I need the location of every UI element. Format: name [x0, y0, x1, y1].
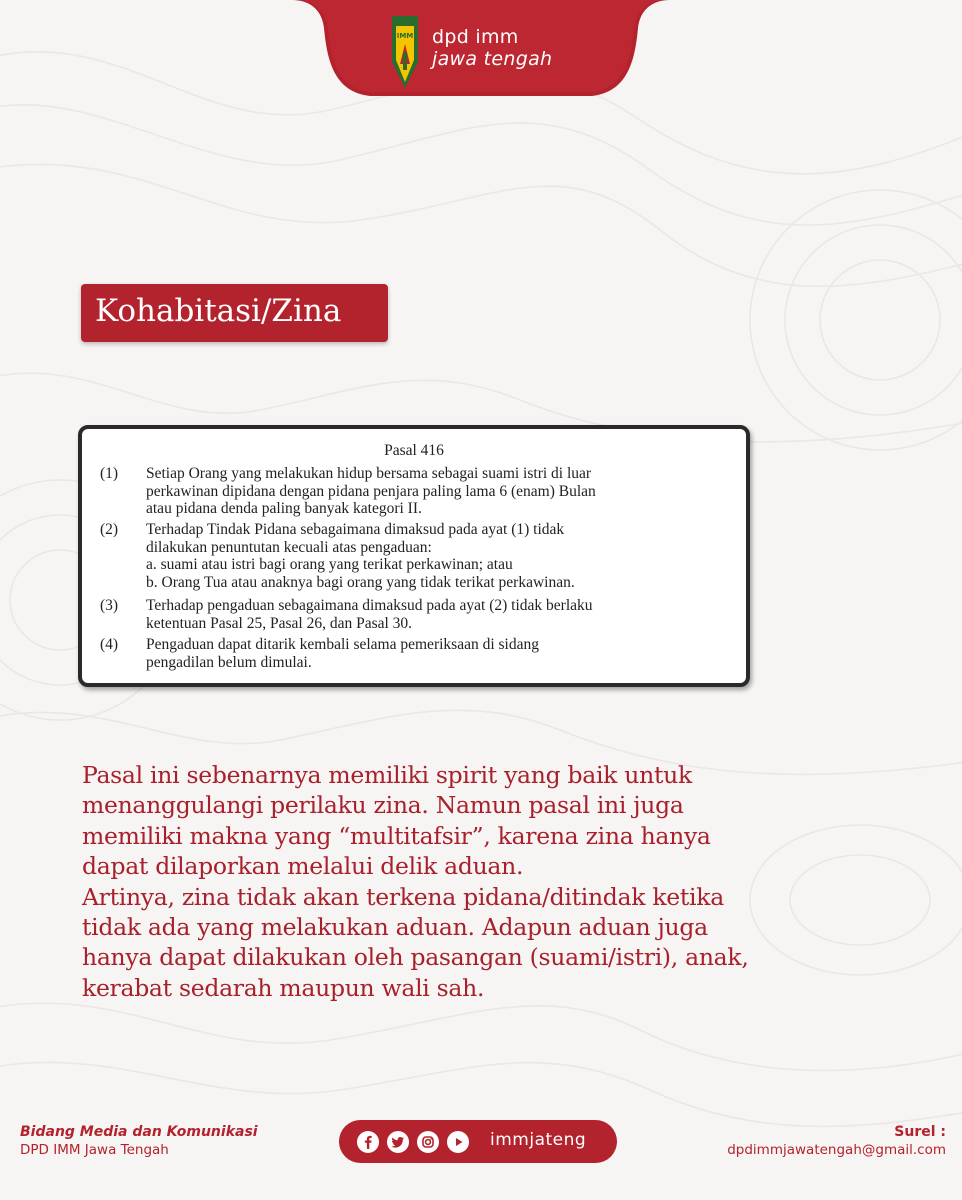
law-item-text: Terhadap Tindak Pidana sebagaimana dimaksud pada ayat (1) tidak dilakukan penuntutan kecuali atas pengaduan: [146, 521, 565, 556]
law-article-title: Pasal 416 [384, 442, 444, 459]
header-tab [292, 0, 670, 98]
title-badge [81, 284, 388, 342]
law-item-number: (4) [100, 636, 119, 653]
svg-text:IMM: IMM [396, 32, 414, 40]
email-label: Surel : [894, 1124, 946, 1140]
law-item-text: Terhadap pengaduan sebagaimana dimaksud pada ayat (2) tidak berlaku ketentuan Pasal 25, Pasal 26, dan Pasal 30. [146, 597, 593, 632]
law-item-number: (2) [100, 521, 119, 538]
brand-region: jawa tengah [432, 48, 553, 70]
page-title: Kohabitasi/Zina [95, 293, 342, 329]
organization-name: DPD IMM Jawa Tengah [20, 1142, 169, 1158]
department-name: Bidang Media dan Komunikasi [20, 1124, 258, 1140]
law-item-text: Pengaduan dapat ditarik kembali selama pemeriksaan di sidang pengadilan belum dimulai. [146, 636, 539, 671]
commentary-paragraph: Pasal ini sebenarnya memiliki spirit yang baik untuk menanggulangi perilaku zina. Namun pasal ini juga memiliki makna yang “multitafsir”, karena zina hanya dapat dilaporkan melalui delik aduan. Artinya, zina tidak akan terkena pidana/ditindak ketika tidak ada yang melakukan aduan. Adapun aduan juga hanya dapat dilakukan oleh pasangan (suami/istri), anak, kerabat sedarah maupun wali sah. [82, 761, 749, 1002]
imm-logo-icon [388, 12, 422, 88]
footer-contact [727, 1124, 946, 1158]
law-item-number: (1) [100, 465, 119, 482]
law-item-number: (3) [100, 597, 119, 614]
email-address[interactable]: dpdimmjawatengah@gmail.com [727, 1142, 946, 1158]
law-item-text: Setiap Orang yang melakukan hidup bersama sebagai suami istri di luar perkawinan dipidana dengan pidana penjara paling lama 6 (enam) Bulan atau pidana denda paling banyak kategori II. [146, 465, 596, 518]
law-sub-items: a. suami atau istri bagi orang yang terikat perkawinan; atau b. Orang Tua atau anaknya bagi orang yang tidak terikat perkawinan. [146, 556, 575, 591]
social-handle-pill [339, 1120, 617, 1163]
facebook-icon[interactable] [357, 1131, 379, 1153]
youtube-icon[interactable] [447, 1131, 469, 1153]
footer-department [20, 1124, 258, 1158]
instagram-icon[interactable] [417, 1131, 439, 1153]
social-handle[interactable]: immjateng [490, 1130, 587, 1150]
law-excerpt-box [78, 425, 750, 687]
brand-name: dpd imm [432, 26, 519, 48]
twitter-icon[interactable] [387, 1131, 409, 1153]
